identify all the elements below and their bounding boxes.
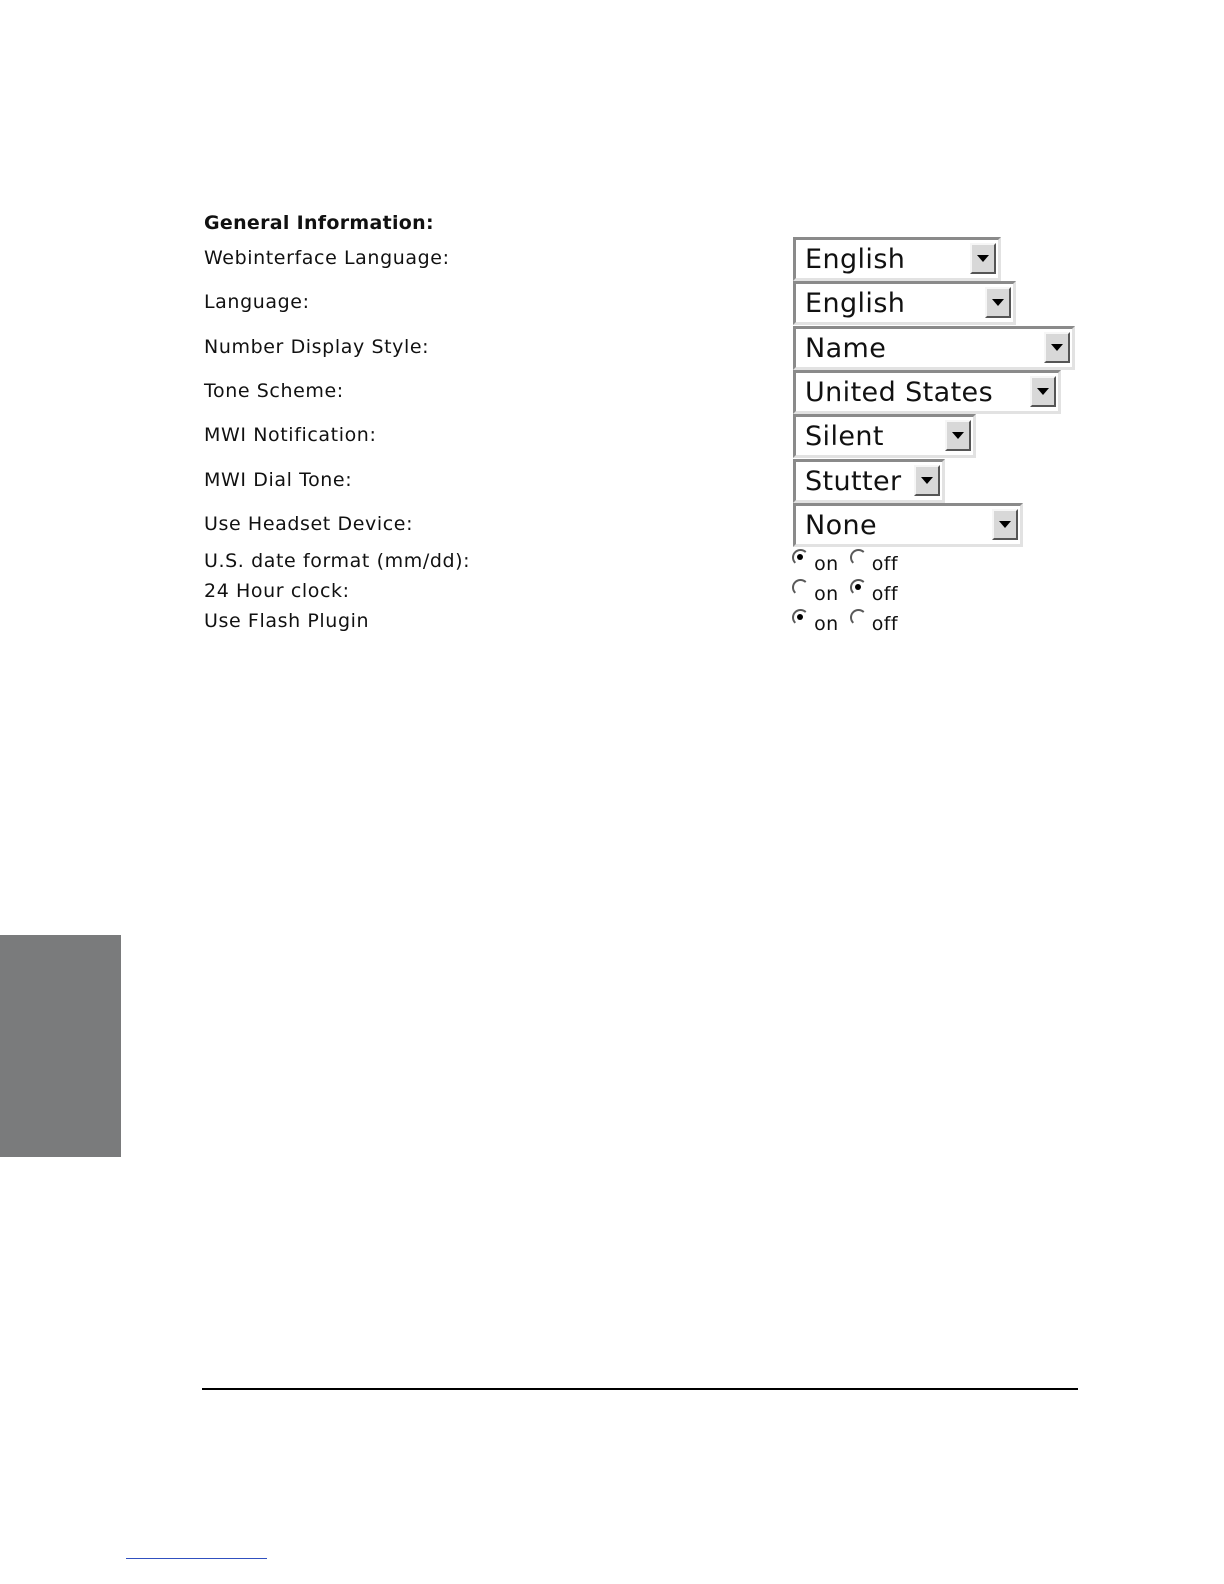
tone-scheme-select[interactable]	[793, 370, 1061, 414]
footer-link-underline	[126, 1558, 267, 1559]
radio-on-label: on	[814, 553, 839, 575]
mwi-dial-tone-select[interactable]	[793, 459, 945, 503]
select-value: Name	[805, 333, 887, 364]
use-flash-plugin-off-option[interactable]	[850, 608, 898, 635]
select-value: English	[805, 244, 906, 275]
radio-off-label: off	[871, 613, 898, 635]
number-display-style-select[interactable]	[793, 326, 1075, 370]
radio-unselected-icon[interactable]	[792, 579, 809, 596]
chapter-side-tab	[0, 935, 121, 1157]
hour-24-clock-radio-group	[792, 578, 904, 604]
chevron-down-icon[interactable]	[985, 287, 1011, 318]
mwi-notification-select[interactable]	[793, 414, 976, 458]
select-value: None	[805, 510, 878, 541]
radio-off-label: off	[871, 553, 898, 575]
chevron-down-icon[interactable]	[970, 243, 996, 274]
tone-scheme-label: Tone Scheme:	[204, 380, 344, 402]
use-headset-device-label: Use Headset Device:	[204, 513, 414, 535]
select-value: Stutter	[805, 466, 902, 497]
radio-on-label: on	[814, 613, 839, 635]
radio-unselected-icon[interactable]	[850, 549, 867, 566]
hour-24-clock-label: 24 Hour clock:	[204, 580, 350, 602]
us-date-format-off-option[interactable]	[850, 548, 898, 575]
footer-divider	[202, 1388, 1078, 1390]
chevron-down-icon[interactable]	[1030, 376, 1056, 407]
radio-off-label: off	[871, 583, 898, 605]
number-display-style-label: Number Display Style:	[204, 336, 430, 358]
webinterface-language-select[interactable]	[793, 237, 1001, 281]
select-value: United States	[805, 377, 994, 408]
hour-24-clock-off-option[interactable]	[850, 578, 898, 605]
chevron-down-icon[interactable]	[945, 420, 971, 451]
us-date-format-on-option[interactable]	[792, 548, 839, 575]
language-select[interactable]	[793, 281, 1016, 325]
use-flash-plugin-radio-group	[792, 608, 904, 634]
radio-selected-icon[interactable]	[850, 579, 867, 596]
radio-selected-icon[interactable]	[792, 549, 809, 566]
chevron-down-icon[interactable]	[992, 509, 1018, 540]
hour-24-clock-on-option[interactable]	[792, 578, 839, 605]
select-value: English	[805, 288, 906, 319]
use-headset-device-select[interactable]	[793, 503, 1023, 547]
use-flash-plugin-label: Use Flash Plugin	[204, 610, 370, 632]
radio-unselected-icon[interactable]	[850, 609, 867, 626]
use-flash-plugin-on-option[interactable]	[792, 608, 839, 635]
select-value: Silent	[805, 421, 884, 452]
radio-on-label: on	[814, 583, 839, 605]
us-date-format-label: U.S. date format (mm/dd):	[204, 550, 471, 572]
section-title: General Information:	[204, 212, 434, 234]
chevron-down-icon[interactable]	[1044, 332, 1070, 363]
radio-selected-icon[interactable]	[792, 609, 809, 626]
chevron-down-icon[interactable]	[914, 465, 940, 496]
us-date-format-radio-group	[792, 548, 904, 574]
language-label: Language:	[204, 291, 310, 313]
mwi-dial-tone-label: MWI Dial Tone:	[204, 469, 353, 491]
mwi-notification-label: MWI Notification:	[204, 424, 377, 446]
webinterface-language-label: Webinterface Language:	[204, 247, 450, 269]
